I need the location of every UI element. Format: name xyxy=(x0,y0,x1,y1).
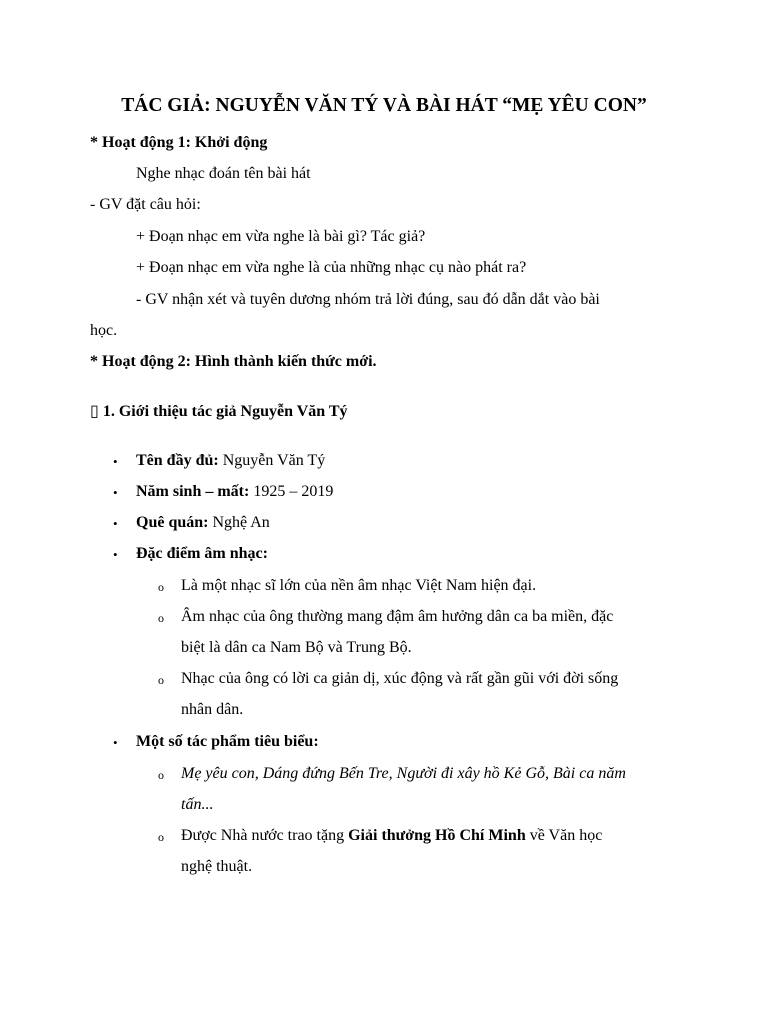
award-line1 xyxy=(181,826,602,846)
award-pre: Được Nhà nước trao tặng xyxy=(181,827,349,844)
bullet-icon: • xyxy=(113,485,118,500)
list-item-fullname xyxy=(136,451,325,471)
document-title: TÁC GIẢ: NGUYỄN VĂN TÝ VÀ BÀI HÁT “MẸ YÊU CON” xyxy=(121,95,647,116)
section1-heading: 1. Giới thiệu tác giả Nguyễn Văn Tý xyxy=(102,403,348,420)
works-label: Một số tác phẩm tiêu biểu: xyxy=(136,733,319,750)
feature-3b: nhân dân. xyxy=(181,701,244,718)
sub-bullet-icon: o xyxy=(158,768,164,782)
works-1b: tấn... xyxy=(181,796,214,813)
sub-bullet-icon: o xyxy=(158,673,164,687)
activity1-question1: + Đoạn nhạc em vừa nghe là bài gì? Tác giả? xyxy=(136,228,426,245)
feature-1: Là một nhạc sĩ lớn của nền âm nhạc Việt Nam hiện đại. xyxy=(181,577,537,594)
list-item-years xyxy=(136,482,333,502)
hometown-label: Quê quán: xyxy=(136,514,209,531)
sub-bullet-icon: o xyxy=(158,830,164,844)
features-label: Đặc điểm âm nhạc: xyxy=(136,545,268,562)
bullet-icon: • xyxy=(113,735,118,750)
award-name: Giải thưởng Hồ Chí Minh xyxy=(348,827,526,844)
activity1-line2: - GV đặt câu hỏi: xyxy=(90,196,201,213)
sub-bullet-icon: o xyxy=(158,611,164,625)
bullet-icon: • xyxy=(113,516,118,531)
activity1-question2: + Đoạn nhạc em vừa nghe là của những nhạc cụ nào phát ra? xyxy=(136,259,527,276)
activity1-line1: Nghe nhạc đoán tên bài hát xyxy=(136,165,311,182)
list-item-hometown xyxy=(136,513,270,533)
years-value: 1925 – 2019 xyxy=(249,483,334,500)
years-label: Năm sinh – mất: xyxy=(136,483,250,500)
bullet-icon: • xyxy=(113,547,118,562)
award-line2: nghệ thuật. xyxy=(181,858,253,875)
feature-2b: biệt là dân ca Nam Bộ và Trung Bộ. xyxy=(181,639,412,656)
hometown-value: Nghệ An xyxy=(208,514,270,531)
bullet-icon: • xyxy=(113,454,118,469)
feature-2a: Âm nhạc của ông thường mang đậm âm hưởng dân ca ba miền, đặc xyxy=(181,608,614,625)
activity1-line3a: - GV nhận xét và tuyên dương nhóm trả lời đúng, sau đó dẫn dắt vào bài xyxy=(136,291,600,308)
sub-bullet-icon: o xyxy=(158,580,164,594)
award-post: về Văn học xyxy=(525,827,603,844)
works-1a: Mẹ yêu con, Dáng đứng Bến Tre, Người đi xây hồ Kẻ Gỗ, Bài ca năm xyxy=(181,765,626,782)
fullname-value: Nguyễn Văn Tý xyxy=(218,452,326,469)
activity1-heading: * Hoạt động 1: Khởi động xyxy=(90,134,268,151)
missing-glyph-icon: ▯ xyxy=(90,403,99,420)
feature-3a: Nhạc của ông có lời ca giản dị, xúc động và rất gần gũi với đời sống xyxy=(181,670,619,687)
fullname-label: Tên đầy đủ: xyxy=(136,452,219,469)
activity1-line3b: học. xyxy=(90,322,118,339)
section1-heading-line xyxy=(90,402,348,422)
activity2-heading: * Hoạt động 2: Hình thành kiến thức mới. xyxy=(90,353,377,370)
